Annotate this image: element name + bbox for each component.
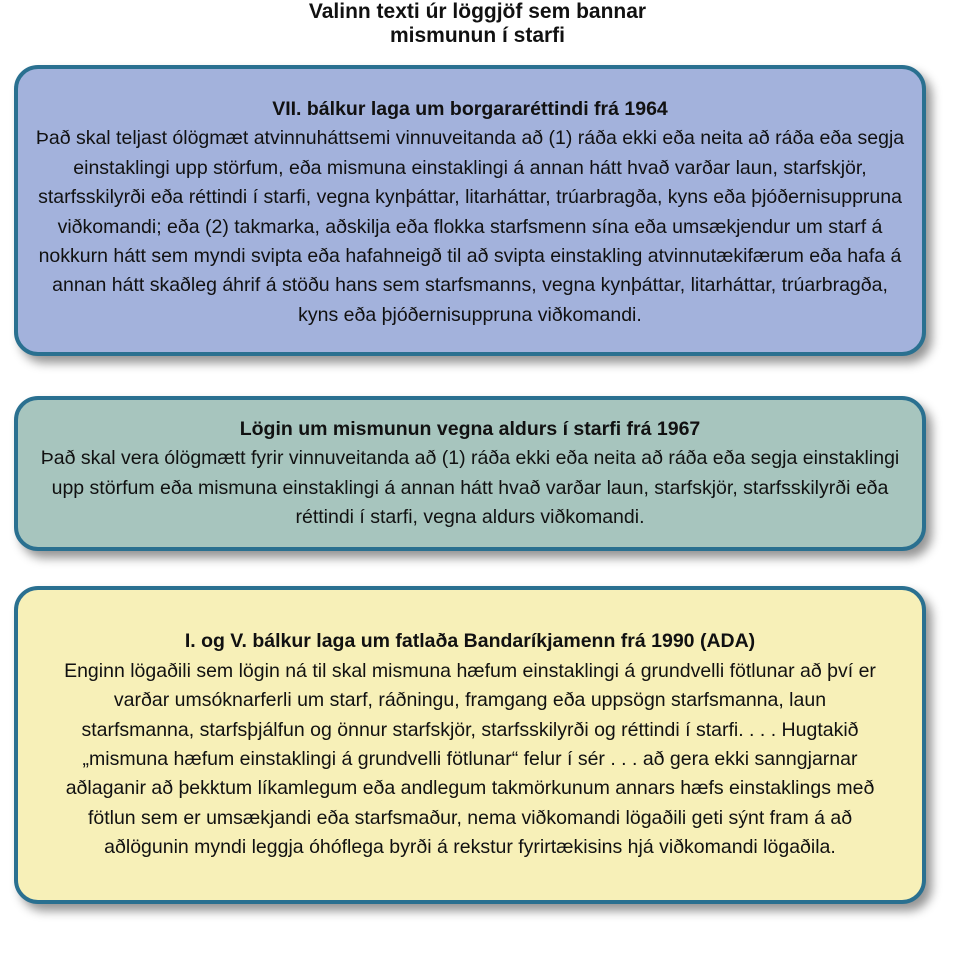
ada-heading: I. og V. bálkur laga um fatlaða Bandaríkjamenn frá 1990 (ADA): [184, 630, 756, 653]
ada-box: [14, 586, 926, 904]
age-discrimination-act-text: Það skal vera ólögmætt fyrir vinnuveitanda að (1) ráða ekki eða neita að ráða eða segja einstaklingi upp störfum eða mismuna einstaklingi á annan hátt hvað varðar laun, starfskjör, starfsskilyrði eða réttindi í starfi, vegna aldurs viðkomandi.: [40, 447, 900, 528]
civil-rights-act-text: Það skal teljast ólögmæt atvinnuháttsemi vinnuveitanda að (1) ráða ekki eða neita að ráða eða segja einstaklingi upp störfum, eða mismuna einstaklingi á annan hátt hvað varðar laun, starfskjör, starfsskilyrði eða réttindi í starfi, vegna kynþáttar, litarháttar, trúarbragða, kyns eða þjóðernisuppruna viðkomandi; eða (2) takmarka, aðskilja eða flokka starfsmenn sína eða umsækjendur um starf á nokkurn hátt sem myndi svipta eða hafahneigð til að svipta einstakling atvinnutækifærum eða hafa á annan hátt skaðleg áhrif á stöðu hans sem starfsmanns, vegna kynþáttar, litarháttar, trúarbragða, kyns eða þjóðernisuppruna viðkomandi.: [35, 127, 905, 326]
diagram-title: Valinn texti úr löggjöf sem bannar mismunun í starfi: [308, 0, 647, 47]
age-discrimination-act-box: [14, 396, 926, 551]
ada-text: Enginn lögaðili sem lögin ná til skal mismuna hæfum einstaklingi á grundvelli fötlunar að því er varðar umsóknarferli um starf, ráðningu, framgang eða uppsögn starfsmanna, laun starfsmanna, starfsþjálfun og önnur starfskjör, starfsskilyrði og réttindi í starfi. . . . Hugtakið „mismuna hæfum einstaklingi á grundvelli fötlunar“ felur í sér . . . að gera ekki sanngjarnar aðlaganir að þekktum líkamlegum eða andlegum takmörkunum annars hæfs einstaklings með fötlun sem er umsækjandi eða starfsmaður, nema viðkomandi lögaðili geti sýnt fram á að aðlögunin myndi leggja óhóflega byrði á rekstur fyrirtækisins hjá viðkomandi lögaðila.: [64, 659, 876, 859]
age-discrimination-act-heading: Lögin um mismunun vegna aldurs í starfi frá 1967: [239, 417, 701, 440]
civil-rights-act-box: [14, 65, 926, 356]
civil-rights-act-heading: VII. bálkur laga um borgararéttindi frá 1964: [272, 97, 668, 120]
